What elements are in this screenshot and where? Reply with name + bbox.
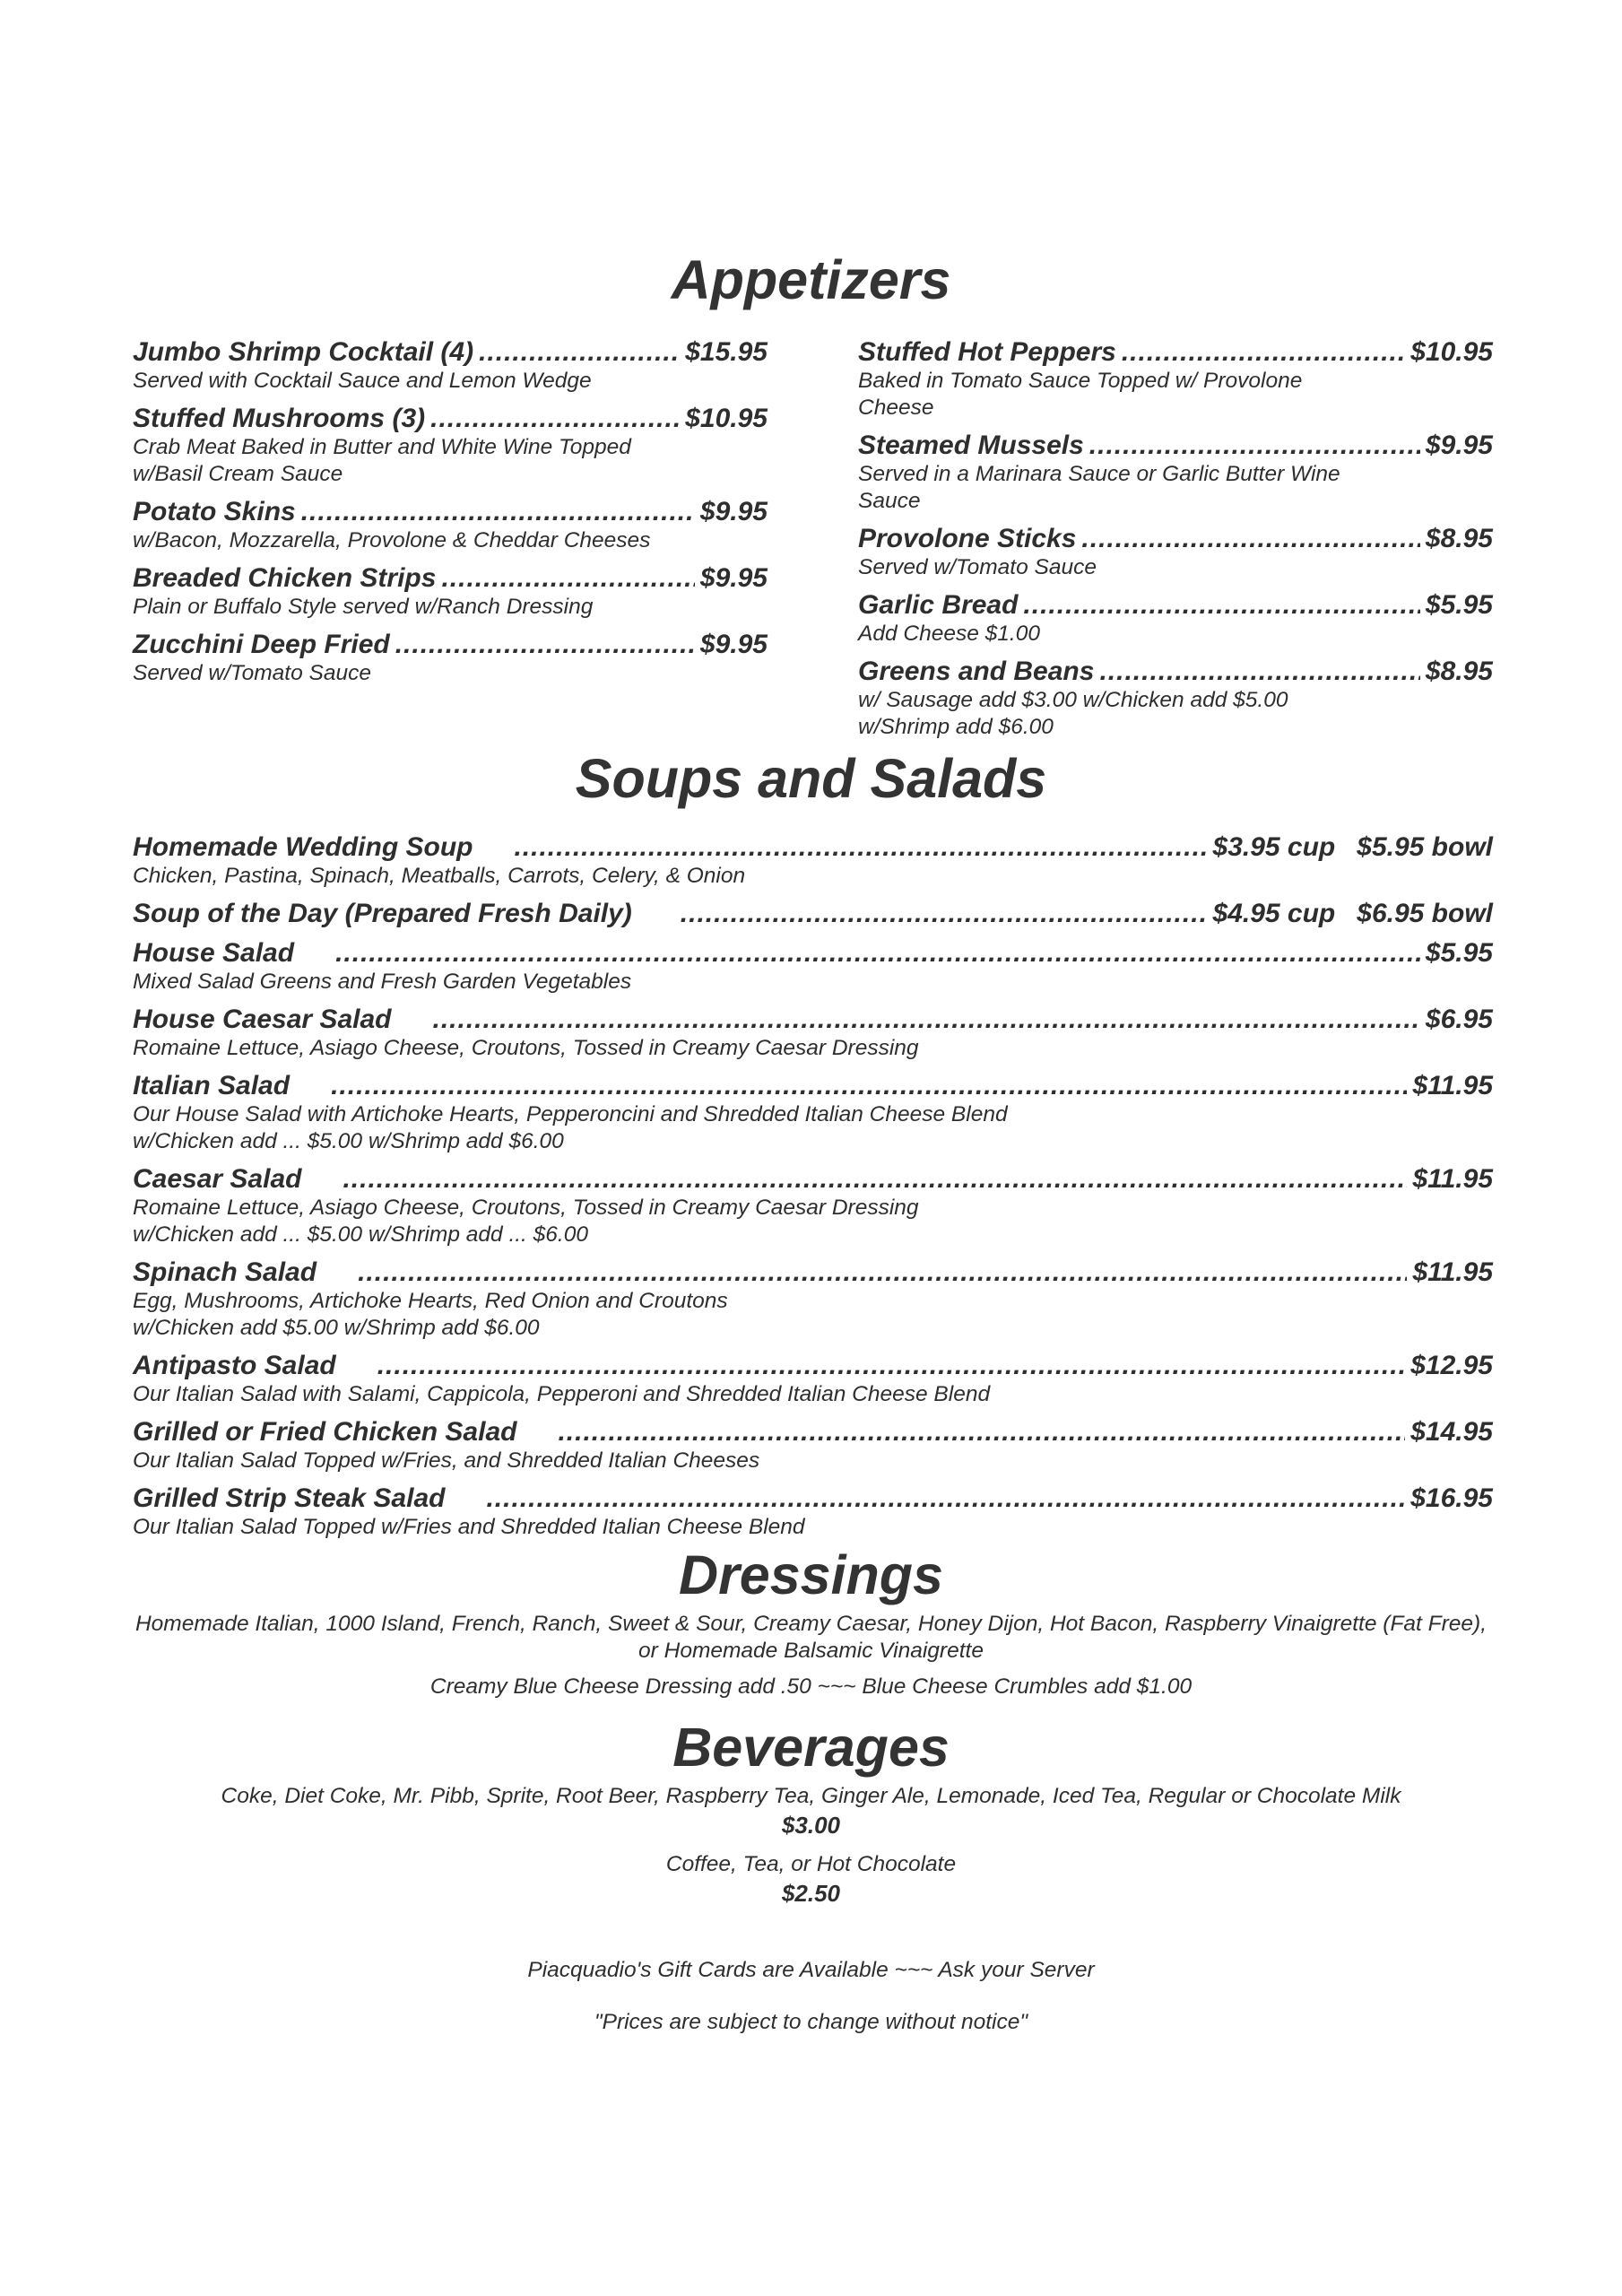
menu-item-row [858, 524, 1493, 554]
menu-item-description: Chicken, Pastina, Spinach, Meatballs, Carrots, Celery, & Onion [133, 864, 746, 888]
menu-item-price: $11.95 [1412, 1164, 1493, 1194]
menu-item-name: Steamed Mussels [858, 430, 1084, 460]
menu-item [858, 524, 1493, 581]
menu-item-description: Mixed Salad Greens and Fresh Garden Vegetables [133, 970, 632, 994]
menu-item-row [133, 630, 768, 660]
menu-item-price: $15.95 [685, 337, 768, 367]
menu-item-row [858, 337, 1493, 368]
menu-item-description: Served w/Tomato Sauce [858, 555, 1097, 579]
menu-item-price: $9.95 [1425, 430, 1493, 460]
menu-item-description: w/Chicken add $5.00 w/Shrimp add $6.00 [133, 1316, 540, 1340]
menu-item-row [133, 1351, 1493, 1381]
menu-item [133, 497, 768, 554]
dot-leader [1099, 657, 1419, 687]
dressings-heading: Dressings [679, 1544, 943, 1605]
beverages-soft-drinks: Coke, Diet Coke, Mr. Pibb, Sprite, Root Beer, Raspberry Tea, Ginger Ale, Lemonade, Iced Tea, Regular or Chocolate Milk [221, 1784, 1401, 1808]
appetizers-heading: Appetizers [671, 249, 951, 310]
menu-item [133, 1004, 1493, 1062]
menu-item-name: Caesar Salad [133, 1164, 302, 1194]
menu-item-price: $8.95 [1425, 524, 1493, 553]
menu-item [858, 430, 1493, 515]
menu-item [858, 590, 1493, 648]
menu-item-name: Italian Salad [133, 1071, 291, 1100]
menu-item-name: Zucchini Deep Fried [133, 630, 390, 659]
menu-item-price-bowl: $6.95 bowl [1357, 899, 1493, 928]
menu-item-price: $8.95 [1425, 657, 1493, 686]
menu-item-row [133, 1164, 1493, 1195]
menu-item-row [133, 1417, 1493, 1448]
menu-item-name: Jumbo Shrimp Cocktail (4) [133, 337, 474, 367]
menu-item-row [133, 899, 1493, 929]
menu-item [133, 630, 768, 687]
menu-item [133, 563, 768, 621]
menu-item-name: Garlic Bread [858, 590, 1019, 620]
menu-item-row [133, 563, 768, 594]
menu-item-price: $11.95 [1412, 1071, 1493, 1100]
menu-item-description: Add Cheese $1.00 [858, 622, 1040, 646]
menu-item [133, 1257, 1493, 1342]
menu-item-price: $3.95 cup [1212, 832, 1336, 862]
menu-item [133, 337, 768, 395]
dot-leader [331, 1071, 1407, 1101]
dot-leader [343, 1164, 1407, 1195]
menu-item-price: $10.95 [1410, 337, 1493, 367]
menu-item [133, 1351, 1493, 1408]
dot-leader [1023, 590, 1420, 621]
beverages-hot-drinks: Coffee, Tea, or Hot Chocolate [665, 1852, 957, 1876]
menu-item-description: Served with Cocktail Sauce and Lemon Wedge [133, 369, 592, 393]
menu-item-row [133, 497, 768, 527]
dot-leader [558, 1417, 1405, 1448]
menu-item-price: $12.95 [1410, 1351, 1493, 1380]
dot-leader [486, 1483, 1405, 1514]
menu-item-name: Greens and Beans [858, 657, 1095, 686]
menu-item-description: w/Bacon, Mozzarella, Provolone & Cheddar Cheeses [133, 528, 651, 552]
menu-item-name: Antipasto Salad [133, 1351, 336, 1380]
menu-item-name: Homemade Wedding Soup [133, 832, 473, 862]
menu-item-name: Soup of the Day (Prepared Fresh Daily) [133, 899, 632, 928]
menu-item [133, 832, 1493, 890]
dot-leader [681, 899, 1208, 929]
soups-salads-heading: Soups and Salads [575, 748, 1047, 809]
menu-item-price-bowl: $5.95 bowl [1357, 832, 1493, 862]
menu-item-row [133, 1257, 1493, 1288]
menu-item-row [858, 590, 1493, 621]
gift-cards-note: Piacquadio's Gift Cards are Available ~~~ Ask your Server [527, 1958, 1095, 1982]
menu-item-price: $11.95 [1412, 1257, 1493, 1287]
menu-item-description: Cheese [858, 396, 934, 420]
menu-item-price: $9.95 [699, 563, 768, 593]
menu-item-description: Egg, Mushrooms, Artichoke Hearts, Red Onion and Croutons [133, 1289, 728, 1313]
menu-item-price: $5.95 [1425, 938, 1493, 968]
dot-leader [1081, 524, 1420, 554]
beverages-soft-price: $3.00 [781, 1812, 841, 1839]
menu-item-row [858, 430, 1493, 461]
menu-item-description: w/Chicken add ... $5.00 w/Shrimp add ... $6.00 [133, 1222, 588, 1247]
beverages-hot-price: $2.50 [781, 1880, 841, 1907]
menu-item-name: Grilled or Fried Chicken Salad [133, 1417, 517, 1447]
menu-item-description: Romaine Lettuce, Asiago Cheese, Croutons, Tossed in Creamy Caesar Dressing [133, 1036, 919, 1060]
menu-item-description: Our Italian Salad Topped w/Fries and Shredded Italian Cheese Blend [133, 1515, 805, 1539]
menu-item-name: House Caesar Salad [133, 1004, 392, 1034]
appetizers-left-column [133, 337, 768, 696]
menu-item [858, 657, 1493, 741]
menu-item-row [133, 1004, 1493, 1035]
menu-item-name: Spinach Salad [133, 1257, 317, 1287]
dot-leader [1122, 337, 1405, 368]
menu-item-price: $6.95 [1425, 1004, 1493, 1034]
menu-item-row [133, 832, 1493, 863]
menu-item-description: Served w/Tomato Sauce [133, 661, 372, 685]
menu-item-row [858, 657, 1493, 687]
dot-leader [395, 630, 695, 660]
menu-item-price: $10.95 [685, 404, 768, 433]
menu-item-row [133, 404, 768, 434]
menu-item-price: $16.95 [1410, 1483, 1493, 1513]
menu-item-description: Crab Meat Baked in Butter and White Wine Topped [133, 435, 631, 459]
menu-item [133, 1483, 1493, 1541]
menu-item [133, 1164, 1493, 1248]
appetizers-right-column [858, 337, 1493, 750]
dot-leader [432, 1004, 1419, 1035]
menu-item-price: $5.95 [1425, 590, 1493, 620]
menu-item [133, 938, 1493, 996]
menu-item-description: Our House Salad with Artichoke Hearts, Pepperoncini and Shredded Italian Cheese Blend [133, 1102, 1008, 1126]
menu-item-description: Sauce [858, 489, 921, 513]
menu-item-row [133, 1071, 1493, 1101]
dot-leader [441, 563, 694, 594]
dot-leader [514, 832, 1207, 863]
menu-item-row [133, 938, 1493, 969]
dot-leader [358, 1257, 1407, 1288]
menu-item-name: Breaded Chicken Strips [133, 563, 437, 593]
menu-item-name: House Salad [133, 938, 295, 968]
dot-leader [335, 938, 1420, 969]
dressings-list: Homemade Italian, 1000 Island, French, Ranch, Sweet & Sour, Creamy Caesar, Honey Dijon, Hot Bacon, Raspberry Vinaigrette (Fat Free), or Homemade Balsamic Vinaigrette [134, 1612, 1487, 1663]
dot-leader [1089, 430, 1420, 461]
menu-item-name: Potato Skins [133, 497, 296, 526]
menu-item-description: w/Basil Cream Sauce [133, 462, 343, 486]
menu-item-name: Stuffed Mushrooms (3) [133, 404, 426, 433]
menu-item-description: Our Italian Salad Topped w/Fries, and Shredded Italian Cheeses [133, 1448, 760, 1473]
price-notice: "Prices are subject to change without notice" [594, 2010, 1028, 2034]
menu-item-description: w/Shrimp add $6.00 [858, 715, 1054, 739]
menu-item-price: $9.95 [699, 630, 768, 659]
beverages-heading: Beverages [672, 1717, 950, 1778]
menu-item-name: Provolone Sticks [858, 524, 1077, 553]
soups-salads-list [133, 832, 1493, 1550]
menu-item-description: Baked in Tomato Sauce Topped w/ Provolone [858, 369, 1303, 393]
menu-item [133, 899, 1493, 929]
menu-item [858, 337, 1493, 422]
menu-item-description: Served in a Marinara Sauce or Garlic Butter Wine [858, 462, 1340, 486]
menu-item [133, 1071, 1493, 1155]
dot-leader [479, 337, 680, 368]
menu-item-price: $4.95 cup [1212, 899, 1336, 928]
dressings-extra: Creamy Blue Cheese Dressing add .50 ~~~ Blue Cheese Crumbles add $1.00 [429, 1674, 1193, 1699]
menu-item-price: $14.95 [1410, 1417, 1493, 1447]
menu-item-row [133, 337, 768, 368]
menu-item-description: Plain or Buffalo Style served w/Ranch Dressing [133, 595, 594, 619]
dot-leader [377, 1351, 1406, 1381]
menu-item-row [133, 1483, 1493, 1514]
menu-item [133, 1417, 1493, 1474]
menu-item-description: w/Chicken add ... $5.00 w/Shrimp add $6.00 [133, 1129, 564, 1153]
menu-item-description: w/ Sausage add $3.00 w/Chicken add $5.00 [858, 688, 1288, 712]
menu-item-name: Stuffed Hot Peppers [858, 337, 1116, 367]
menu-item [133, 404, 768, 488]
dot-leader [301, 497, 695, 527]
dot-leader [430, 404, 680, 434]
menu-item-description: Our Italian Salad with Salami, Cappicola, Pepperoni and Shredded Italian Cheese Blend [133, 1382, 991, 1406]
menu-item-description: Romaine Lettuce, Asiago Cheese, Croutons, Tossed in Creamy Caesar Dressing [133, 1196, 919, 1220]
menu-item-name: Grilled Strip Steak Salad [133, 1483, 446, 1513]
menu-item-price: $9.95 [699, 497, 768, 526]
